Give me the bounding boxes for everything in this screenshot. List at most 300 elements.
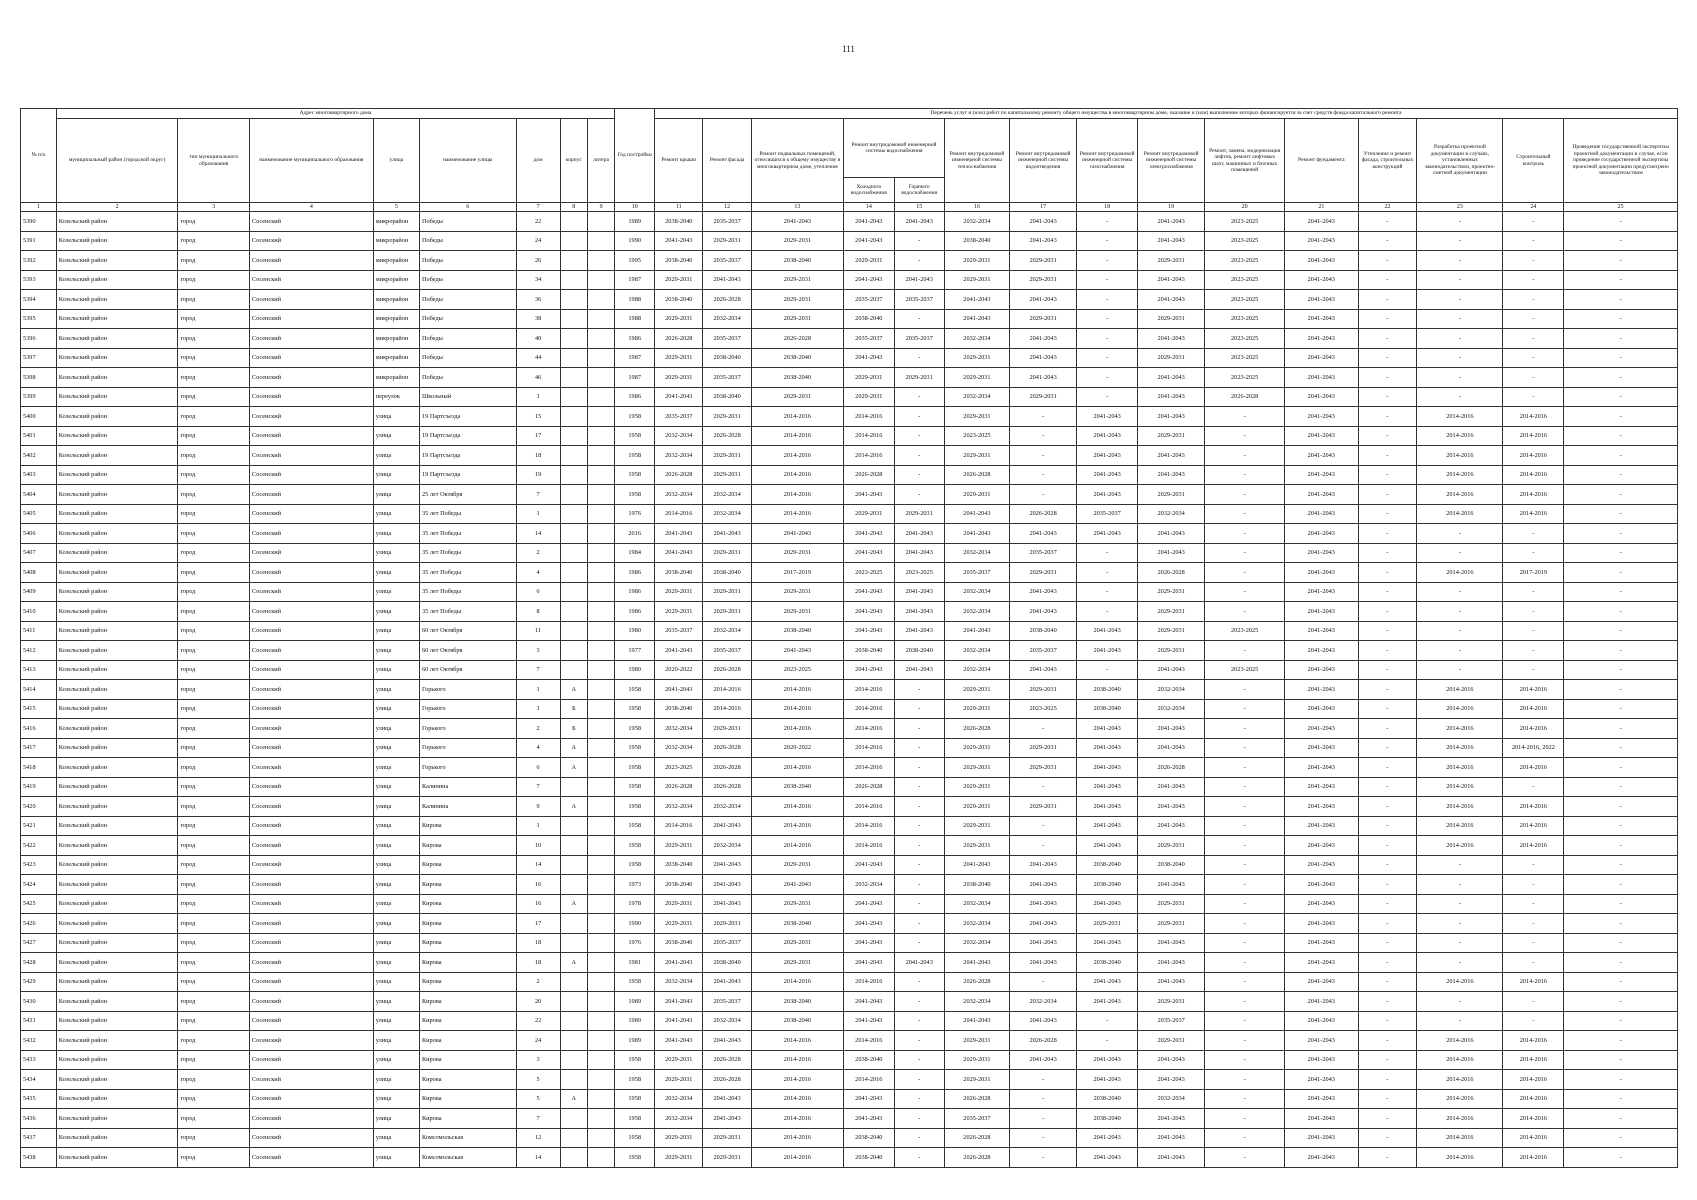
table-cell: 2041-2043 xyxy=(1010,368,1077,388)
table-cell: - xyxy=(1564,953,1678,973)
table-cell: - xyxy=(1564,855,1678,875)
table-cell: Победы xyxy=(419,270,516,290)
table-cell: 2032-2034 xyxy=(703,504,751,524)
table-cell: Сосенский xyxy=(249,972,373,992)
table-cell: - xyxy=(1564,836,1678,856)
table-cell: 2041-2043 xyxy=(1285,738,1359,758)
table-cell: улица xyxy=(373,719,419,739)
table-cell: 2041-2043 xyxy=(1285,309,1359,329)
table-cell: Кирова xyxy=(419,894,516,914)
table-cell: 2041-2043 xyxy=(1077,1050,1138,1070)
table-cell: Сосенский xyxy=(249,407,373,427)
table-cell: улица xyxy=(373,582,419,602)
table-cell: 2026-2028 xyxy=(655,465,703,485)
table-cell: Козельский район xyxy=(56,407,178,427)
table-cell: - xyxy=(1358,777,1417,797)
table-cell: город xyxy=(178,231,249,251)
table-cell: - xyxy=(894,894,944,914)
table-cell: Козельский район xyxy=(56,738,178,758)
table-cell xyxy=(560,543,587,563)
table-cell: Козельский район xyxy=(56,231,178,251)
table-cell: 5429 xyxy=(21,972,57,992)
table-cell: 60 лет Октября xyxy=(419,660,516,680)
table-cell: 5398 xyxy=(21,368,57,388)
table-cell: - xyxy=(1205,816,1285,836)
table-cell: 2029-2031 xyxy=(655,368,703,388)
table-cell: 5438 xyxy=(21,1148,57,1168)
table-body xyxy=(21,212,1678,1168)
table-cell: микрорайон xyxy=(373,212,419,232)
table-cell: 2041-2043 xyxy=(1077,524,1138,544)
table-cell: Сосенский xyxy=(249,387,373,407)
table-cell: А xyxy=(560,797,587,817)
table-cell: - xyxy=(1205,875,1285,895)
table-cell: город xyxy=(178,1011,249,1031)
table-cell: - xyxy=(1358,699,1417,719)
table-cell: 2038-2040 xyxy=(703,348,751,368)
table-row xyxy=(21,992,1678,1012)
table-cell: 2014-2016 xyxy=(1417,680,1503,700)
table-cell: 2014-2016 xyxy=(1503,1050,1564,1070)
table-cell: - xyxy=(1503,387,1564,407)
table-cell: - xyxy=(1564,348,1678,368)
table-row xyxy=(21,368,1678,388)
table-cell: - xyxy=(1205,1011,1285,1031)
table-cell: Сосенский xyxy=(249,875,373,895)
table-cell: 2026-2028 xyxy=(944,1148,1009,1168)
table-cell: 2029-2031 xyxy=(944,1031,1009,1051)
table-cell: 14 xyxy=(516,855,560,875)
table-cell: город xyxy=(178,1089,249,1109)
header-services-group: Перечень услуг и (или) работ по капитальному ремонту общего имущества в многоквартирном доме, оказание и (или) выполнение которых финансируется за счет средств фонда капитального ремонта xyxy=(655,109,1678,119)
table-cell: - xyxy=(1417,231,1503,251)
table-cell: 3 xyxy=(516,1050,560,1070)
table-cell: 2014-2016 xyxy=(751,1148,843,1168)
table-cell: 2041-2043 xyxy=(1077,972,1138,992)
table-cell: 2035-2037 xyxy=(894,290,944,310)
table-cell: 2014-2016 xyxy=(751,797,843,817)
table-cell: - xyxy=(1010,719,1077,739)
table-cell: 1 xyxy=(516,387,560,407)
table-cell: - xyxy=(1358,914,1417,934)
table-cell: 2041-2043 xyxy=(1285,1011,1359,1031)
table-cell: 2029-2031 xyxy=(944,797,1009,817)
table-cell: Сосенский xyxy=(249,738,373,758)
table-cell xyxy=(560,582,587,602)
table-cell: Козельский район xyxy=(56,485,178,505)
table-row xyxy=(21,758,1678,778)
table-cell xyxy=(560,329,587,349)
table-cell: - xyxy=(1417,368,1503,388)
table-cell: 2014-2016 xyxy=(751,758,843,778)
table-cell: - xyxy=(1010,1128,1077,1148)
table-cell: 2029-2031 xyxy=(751,387,843,407)
table-cell: 5422 xyxy=(21,836,57,856)
table-cell: - xyxy=(1564,504,1678,524)
table-cell: 2041-2043 xyxy=(1285,407,1359,427)
table-cell: 5397 xyxy=(21,348,57,368)
table-cell: 2014-2016 xyxy=(751,446,843,466)
table-cell: микрорайон xyxy=(373,251,419,271)
table-cell: город xyxy=(178,465,249,485)
table-cell: улица xyxy=(373,485,419,505)
table-cell: Сосенский xyxy=(249,1011,373,1031)
table-cell: - xyxy=(1358,270,1417,290)
table-cell: 2041-2043 xyxy=(944,855,1009,875)
table-cell: - xyxy=(1417,621,1503,641)
table-cell: 2014-2016 xyxy=(1417,1050,1503,1070)
table-cell: 2041-2043 xyxy=(1285,212,1359,232)
table-cell: 2026-2028 xyxy=(751,329,843,349)
table-cell: улица xyxy=(373,914,419,934)
table-cell: 2014-2016 xyxy=(1503,816,1564,836)
table-cell: улица xyxy=(373,465,419,485)
table-cell: 1989 xyxy=(615,1011,655,1031)
table-cell: Козельский район xyxy=(56,875,178,895)
table-cell: 2029-2031 xyxy=(751,933,843,953)
table-cell: 2029-2031 xyxy=(751,582,843,602)
table-cell: 2014-2016 xyxy=(1417,446,1503,466)
table-cell: 2014-2016 xyxy=(1503,680,1564,700)
table-cell: - xyxy=(1010,426,1077,446)
table-cell: - xyxy=(1205,524,1285,544)
table-cell: 2029-2031 xyxy=(655,836,703,856)
table-cell: 2029-2031 xyxy=(1138,582,1205,602)
table-cell: 5 xyxy=(516,1070,560,1090)
table-cell: - xyxy=(1358,348,1417,368)
table-cell: 2032-2034 xyxy=(703,309,751,329)
table-cell: город xyxy=(178,582,249,602)
table-cell: 2032-2034 xyxy=(655,1109,703,1129)
table-cell: город xyxy=(178,426,249,446)
table-cell: 2029-2031 xyxy=(1077,914,1138,934)
table-cell: улица xyxy=(373,504,419,524)
table-cell xyxy=(587,270,614,290)
table-cell: Козельский район xyxy=(56,992,178,1012)
table-cell: 5410 xyxy=(21,602,57,622)
table-cell: 2014-2016 xyxy=(844,407,894,427)
table-cell: 2041-2043 xyxy=(894,602,944,622)
table-cell: 12 xyxy=(516,1128,560,1148)
table-cell: - xyxy=(1358,426,1417,446)
table-cell: - xyxy=(1358,836,1417,856)
table-cell: 2041-2043 xyxy=(703,1031,751,1051)
table-cell: 2041-2043 xyxy=(1285,699,1359,719)
table-cell: - xyxy=(1358,953,1417,973)
table-cell: 1977 xyxy=(615,641,655,661)
capital-repair-table xyxy=(20,108,1678,1168)
table-cell: - xyxy=(1205,641,1285,661)
table-row xyxy=(21,1031,1678,1051)
table-cell: 2041-2043 xyxy=(894,953,944,973)
table-cell: 2032-2034 xyxy=(944,582,1009,602)
table-cell: - xyxy=(894,309,944,329)
table-cell: 2014-2016 xyxy=(1503,797,1564,817)
table-cell: 2041-2043 xyxy=(844,485,894,505)
table-cell: 1973 xyxy=(615,875,655,895)
table-cell: 1986 xyxy=(615,387,655,407)
table-cell: 2029-2031 xyxy=(703,231,751,251)
table-cell: 2014-2016 xyxy=(703,680,751,700)
table-cell: 2014-2016 xyxy=(844,1070,894,1090)
table-cell: 2041-2043 xyxy=(844,212,894,232)
table-cell: - xyxy=(1503,348,1564,368)
table-cell: 2041-2043 xyxy=(1077,1128,1138,1148)
table-cell: 2014-2016 xyxy=(844,446,894,466)
table-cell: 1958 xyxy=(615,1070,655,1090)
table-cell: - xyxy=(1417,309,1503,329)
table-cell: - xyxy=(894,738,944,758)
table-cell: 2029-2031 xyxy=(944,407,1009,427)
table-cell xyxy=(587,875,614,895)
table-cell: Козельский район xyxy=(56,446,178,466)
table-cell: 2026-2028 xyxy=(655,329,703,349)
table-cell: 2032-2034 xyxy=(655,446,703,466)
table-cell xyxy=(587,485,614,505)
table-cell: - xyxy=(1205,504,1285,524)
table-cell: город xyxy=(178,290,249,310)
table-cell: улица xyxy=(373,1011,419,1031)
table-cell: 2041-2043 xyxy=(944,1011,1009,1031)
table-cell: 2029-2031 xyxy=(944,1070,1009,1090)
table-row xyxy=(21,836,1678,856)
header-foundation: Ремонт фундамента xyxy=(1285,119,1359,203)
table-cell: 2016 xyxy=(615,524,655,544)
table-cell: 2014-2016 xyxy=(1417,407,1503,427)
table-cell: Кирова xyxy=(419,1031,516,1051)
table-cell: 2029-2031 xyxy=(703,1128,751,1148)
table-cell: 2041-2043 xyxy=(1138,875,1205,895)
table-cell: - xyxy=(1358,563,1417,583)
table-cell: город xyxy=(178,602,249,622)
table-cell: Сосенский xyxy=(249,699,373,719)
table-row xyxy=(21,719,1678,739)
table-cell: 5434 xyxy=(21,1070,57,1090)
table-cell: 2029-2031 xyxy=(703,719,751,739)
table-cell: 2029-2031 xyxy=(703,602,751,622)
table-cell: 2029-2031 xyxy=(944,368,1009,388)
table-cell: 2041-2043 xyxy=(1138,524,1205,544)
table-cell: 2041-2043 xyxy=(1138,953,1205,973)
table-row xyxy=(21,407,1678,427)
table-cell: - xyxy=(1564,563,1678,583)
table-cell: 2023-2025 xyxy=(1205,231,1285,251)
table-cell: - xyxy=(1358,992,1417,1012)
table-cell: 6 xyxy=(516,582,560,602)
table-cell: 2035-2037 xyxy=(944,563,1009,583)
table-cell: - xyxy=(1358,251,1417,271)
table-cell: 2014-2016 xyxy=(1503,1089,1564,1109)
table-cell: Кирова xyxy=(419,875,516,895)
table-row xyxy=(21,582,1678,602)
table-cell xyxy=(587,972,614,992)
table-cell: микрорайон xyxy=(373,290,419,310)
table-cell: 5413 xyxy=(21,660,57,680)
table-cell: 2035-2037 xyxy=(1138,1011,1205,1031)
table-cell: - xyxy=(1417,894,1503,914)
table-cell: 2041-2043 xyxy=(1010,231,1077,251)
table-cell: Б xyxy=(560,719,587,739)
table-cell: 5423 xyxy=(21,855,57,875)
table-cell: город xyxy=(178,329,249,349)
table-cell: 2026-2028 xyxy=(944,719,1009,739)
table-cell: 1995 xyxy=(615,251,655,271)
table-cell: 2014-2016 xyxy=(751,1031,843,1051)
table-cell: 38 xyxy=(516,309,560,329)
table-cell: - xyxy=(894,407,944,427)
table-cell: улица xyxy=(373,680,419,700)
table-cell: 2014-2016 xyxy=(844,758,894,778)
table-cell: - xyxy=(1417,875,1503,895)
table-cell: - xyxy=(1564,875,1678,895)
table-cell: 2041-2043 xyxy=(894,660,944,680)
table-cell xyxy=(560,504,587,524)
table-cell: улица xyxy=(373,953,419,973)
table-cell: - xyxy=(1205,485,1285,505)
table-cell: - xyxy=(1077,290,1138,310)
table-cell: - xyxy=(1503,212,1564,232)
table-cell: улица xyxy=(373,1128,419,1148)
table-cell xyxy=(587,914,614,934)
table-cell: 2041-2043 xyxy=(944,621,1009,641)
table-cell: - xyxy=(894,933,944,953)
table-cell: - xyxy=(1564,251,1678,271)
table-cell: 2023-2025 xyxy=(894,563,944,583)
table-cell: 1986 xyxy=(615,563,655,583)
table-cell: 2017-2019 xyxy=(751,563,843,583)
table-cell: 5393 xyxy=(21,270,57,290)
table-cell: - xyxy=(894,1031,944,1051)
table-cell: - xyxy=(1503,368,1564,388)
table-cell: - xyxy=(1564,1148,1678,1168)
table-cell: - xyxy=(1503,602,1564,622)
table-cell: 5425 xyxy=(21,894,57,914)
table-cell: - xyxy=(1503,621,1564,641)
table-cell: 2014-2016 xyxy=(751,465,843,485)
table-cell: Сосенский xyxy=(249,212,373,232)
table-cell: - xyxy=(1564,1109,1678,1129)
table-cell: город xyxy=(178,1070,249,1090)
table-cell: - xyxy=(1358,894,1417,914)
table-cell: улица xyxy=(373,699,419,719)
table-cell: 44 xyxy=(516,348,560,368)
table-cell: 1958 xyxy=(615,758,655,778)
table-cell: Козельский район xyxy=(56,797,178,817)
table-cell: 2014-2016 xyxy=(1417,738,1503,758)
table-cell: 2029-2031 xyxy=(703,1148,751,1168)
table-cell: Козельский район xyxy=(56,953,178,973)
table-cell: 18 xyxy=(516,446,560,466)
table-cell: 2041-2043 xyxy=(1138,1050,1205,1070)
table-cell: - xyxy=(1358,816,1417,836)
table-cell: 2041-2043 xyxy=(703,270,751,290)
table-cell: - xyxy=(1205,719,1285,739)
table-cell: 2014-2016 xyxy=(844,738,894,758)
table-row xyxy=(21,504,1678,524)
table-cell: Кирова xyxy=(419,816,516,836)
table-cell: - xyxy=(1077,251,1138,271)
table-cell: 2014-2016 xyxy=(1417,1089,1503,1109)
table-cell: 2041-2043 xyxy=(1077,894,1138,914)
table-cell: 2041-2043 xyxy=(1077,485,1138,505)
table-cell: 2014-2016 xyxy=(1417,1031,1503,1051)
table-cell: 2041-2043 xyxy=(1285,797,1359,817)
table-cell: город xyxy=(178,621,249,641)
table-cell: Кирова xyxy=(419,1050,516,1070)
table-cell: - xyxy=(1358,933,1417,953)
table-cell: - xyxy=(1417,251,1503,271)
table-cell: 2041-2043 xyxy=(944,524,1009,544)
table-cell: 2014-2016 xyxy=(1417,777,1503,797)
table-cell: 2038-2040 xyxy=(751,1011,843,1031)
table-cell: 2041-2043 xyxy=(844,582,894,602)
table-cell: Сосенский xyxy=(249,582,373,602)
table-cell: 2029-2031 xyxy=(944,699,1009,719)
table-cell: 2041-2043 xyxy=(655,1011,703,1031)
table-cell: 2 xyxy=(516,972,560,992)
table-cell: - xyxy=(894,1128,944,1148)
table-cell: 2041-2043 xyxy=(1010,894,1077,914)
table-cell: 5401 xyxy=(21,426,57,446)
table-cell xyxy=(560,641,587,661)
table-row xyxy=(21,816,1678,836)
table-cell: 1958 xyxy=(615,972,655,992)
table-cell: 5392 xyxy=(21,251,57,271)
table-cell: 5411 xyxy=(21,621,57,641)
table-cell: 2023-2025 xyxy=(1205,348,1285,368)
column-number: 5 xyxy=(373,203,419,212)
table-row xyxy=(21,699,1678,719)
table-cell: город xyxy=(178,270,249,290)
table-cell: 1987 xyxy=(615,368,655,388)
table-cell: 2029-2031 xyxy=(703,543,751,563)
table-cell: 5432 xyxy=(21,1031,57,1051)
table-cell: Сосенский xyxy=(249,836,373,856)
table-cell: 2032-2034 xyxy=(655,426,703,446)
table-cell: 2029-2031 xyxy=(1010,758,1077,778)
table-cell: 4 xyxy=(516,738,560,758)
table-cell: город xyxy=(178,992,249,1012)
table-cell: 2029-2031 xyxy=(1010,309,1077,329)
table-cell: 34 xyxy=(516,270,560,290)
table-cell: 2041-2043 xyxy=(844,543,894,563)
header-heat: Ремонт внутридомовой инженерной системы теплоснабжения xyxy=(944,119,1009,203)
table-cell: - xyxy=(1417,212,1503,232)
table-cell: улица xyxy=(373,660,419,680)
table-cell: 2038-2040 xyxy=(655,212,703,232)
table-cell: 2014-2016 xyxy=(751,972,843,992)
table-cell: 7 xyxy=(516,485,560,505)
column-number: 6 xyxy=(419,203,516,212)
table-cell: 2038-2040 xyxy=(655,933,703,953)
table-cell: Козельский район xyxy=(56,329,178,349)
table-cell: 2038-2040 xyxy=(1077,875,1138,895)
table-row xyxy=(21,1089,1678,1109)
column-number: 11 xyxy=(655,203,703,212)
table-cell: А xyxy=(560,894,587,914)
table-cell: - xyxy=(1503,933,1564,953)
table-cell: город xyxy=(178,407,249,427)
table-cell: 17 xyxy=(516,914,560,934)
table-cell: город xyxy=(178,563,249,583)
table-cell: - xyxy=(1564,329,1678,349)
table-cell: 1958 xyxy=(615,797,655,817)
table-cell: - xyxy=(894,719,944,739)
table-cell: 5404 xyxy=(21,485,57,505)
table-cell: - xyxy=(1417,953,1503,973)
table-cell: 2041-2043 xyxy=(944,290,1009,310)
table-cell: 2032-2034 xyxy=(944,602,1009,622)
